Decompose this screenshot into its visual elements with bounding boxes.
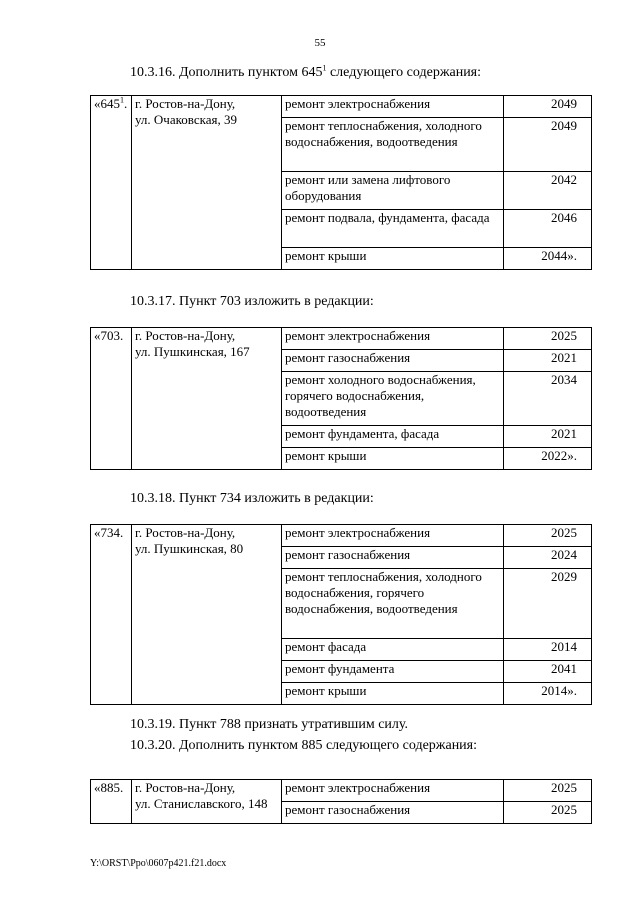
work-cell: ремонт подвала, фундамента, фасада xyxy=(282,210,504,248)
paragraph-10-3-20: 10.3.20. Дополнить пунктом 885 следующего содержания: xyxy=(130,738,478,753)
year-cell: 2049 xyxy=(504,96,592,118)
table-row xyxy=(91,96,592,118)
year-cell: 2029 xyxy=(504,569,592,639)
year-cell: 2046 xyxy=(504,210,592,248)
paragraph-10-3-17: 10.3.17. Пункт 703 изложить в редакции: xyxy=(130,294,374,309)
item-number-cell: «734. xyxy=(91,525,132,705)
year-cell: 2014 xyxy=(504,639,592,661)
year-cell: 2014». xyxy=(504,683,592,705)
work-cell: ремонт фасада xyxy=(282,639,504,661)
work-cell: ремонт крыши xyxy=(282,448,504,470)
table-item-885 xyxy=(90,779,592,824)
work-cell: ремонт электроснабжения xyxy=(282,328,504,350)
work-cell: ремонт газоснабжения xyxy=(282,350,504,372)
work-cell: ремонт газоснабжения xyxy=(282,802,504,824)
table-row xyxy=(91,780,592,802)
file-path-footer: Y:\ORST\Ppo\0607p421.f21.docx xyxy=(90,858,227,869)
superscript: 1 xyxy=(322,63,327,73)
address-cell: г. Ростов-на-Дону, ул. Очаковская, 39 xyxy=(132,96,282,270)
paragraph-text: 10.3.16. Дополнить пунктом 645 xyxy=(130,65,323,80)
year-cell: 2042 xyxy=(504,172,592,210)
work-cell: ремонт фундамента, фасада xyxy=(282,426,504,448)
work-cell: ремонт электроснабжения xyxy=(282,96,504,118)
item-number-cell: «$645^1$. xyxy=(91,96,132,270)
work-cell: ремонт холодного водоснабжения, горячего водоснабжения, водоотведения xyxy=(282,372,504,426)
year-cell: 2044». xyxy=(504,248,592,270)
year-cell: 2041 xyxy=(504,661,592,683)
work-cell: ремонт или замена лифтового оборудования xyxy=(282,172,504,210)
table-row xyxy=(91,525,592,547)
page-number: 55 xyxy=(314,37,326,49)
table-row xyxy=(91,328,592,350)
work-cell: ремонт газоснабжения xyxy=(282,547,504,569)
address-cell: г. Ростов-на-Дону, ул. Станиславского, 148 xyxy=(132,780,282,824)
address-cell: г. Ростов-на-Дону, ул. Пушкинская, 167 xyxy=(132,328,282,470)
address-cell: г. Ростов-на-Дону, ул. Пушкинская, 80 xyxy=(132,525,282,705)
paragraph-tail: следующего содержания: xyxy=(326,65,482,80)
paragraph-10-3-19: 10.3.19. Пункт 788 признать утратившим силу. xyxy=(130,717,408,732)
table-item-734 xyxy=(90,524,592,705)
year-cell: 2021 xyxy=(504,350,592,372)
year-cell: 2021 xyxy=(504,426,592,448)
year-cell: 2024 xyxy=(504,547,592,569)
table-item-645-1 xyxy=(90,95,592,270)
year-cell: 2025 xyxy=(504,780,592,802)
work-cell: ремонт теплоснабжения, холодного водоснабжения, горячего водоснабжения, водоотведения xyxy=(282,569,504,639)
year-cell: 2022». xyxy=(504,448,592,470)
paragraph-10-3-18: 10.3.18. Пункт 734 изложить в редакции: xyxy=(130,491,374,506)
work-cell: ремонт крыши xyxy=(282,248,504,270)
year-cell: 2025 xyxy=(504,802,592,824)
work-cell: ремонт теплоснабжения, холодного водоснабжения, водоотведения xyxy=(282,118,504,172)
work-cell: ремонт крыши xyxy=(282,683,504,705)
work-cell: ремонт фундамента xyxy=(282,661,504,683)
year-cell: 2034 xyxy=(504,372,592,426)
year-cell: 2025 xyxy=(504,525,592,547)
item-number-cell: «885. xyxy=(91,780,132,824)
year-cell: 2025 xyxy=(504,328,592,350)
paragraph-10-3-16 xyxy=(130,65,481,81)
table-item-703 xyxy=(90,327,592,470)
year-cell: 2049 xyxy=(504,118,592,172)
work-cell: ремонт электроснабжения xyxy=(282,525,504,547)
item-number-cell: «703. xyxy=(91,328,132,470)
work-cell: ремонт электроснабжения xyxy=(282,780,504,802)
